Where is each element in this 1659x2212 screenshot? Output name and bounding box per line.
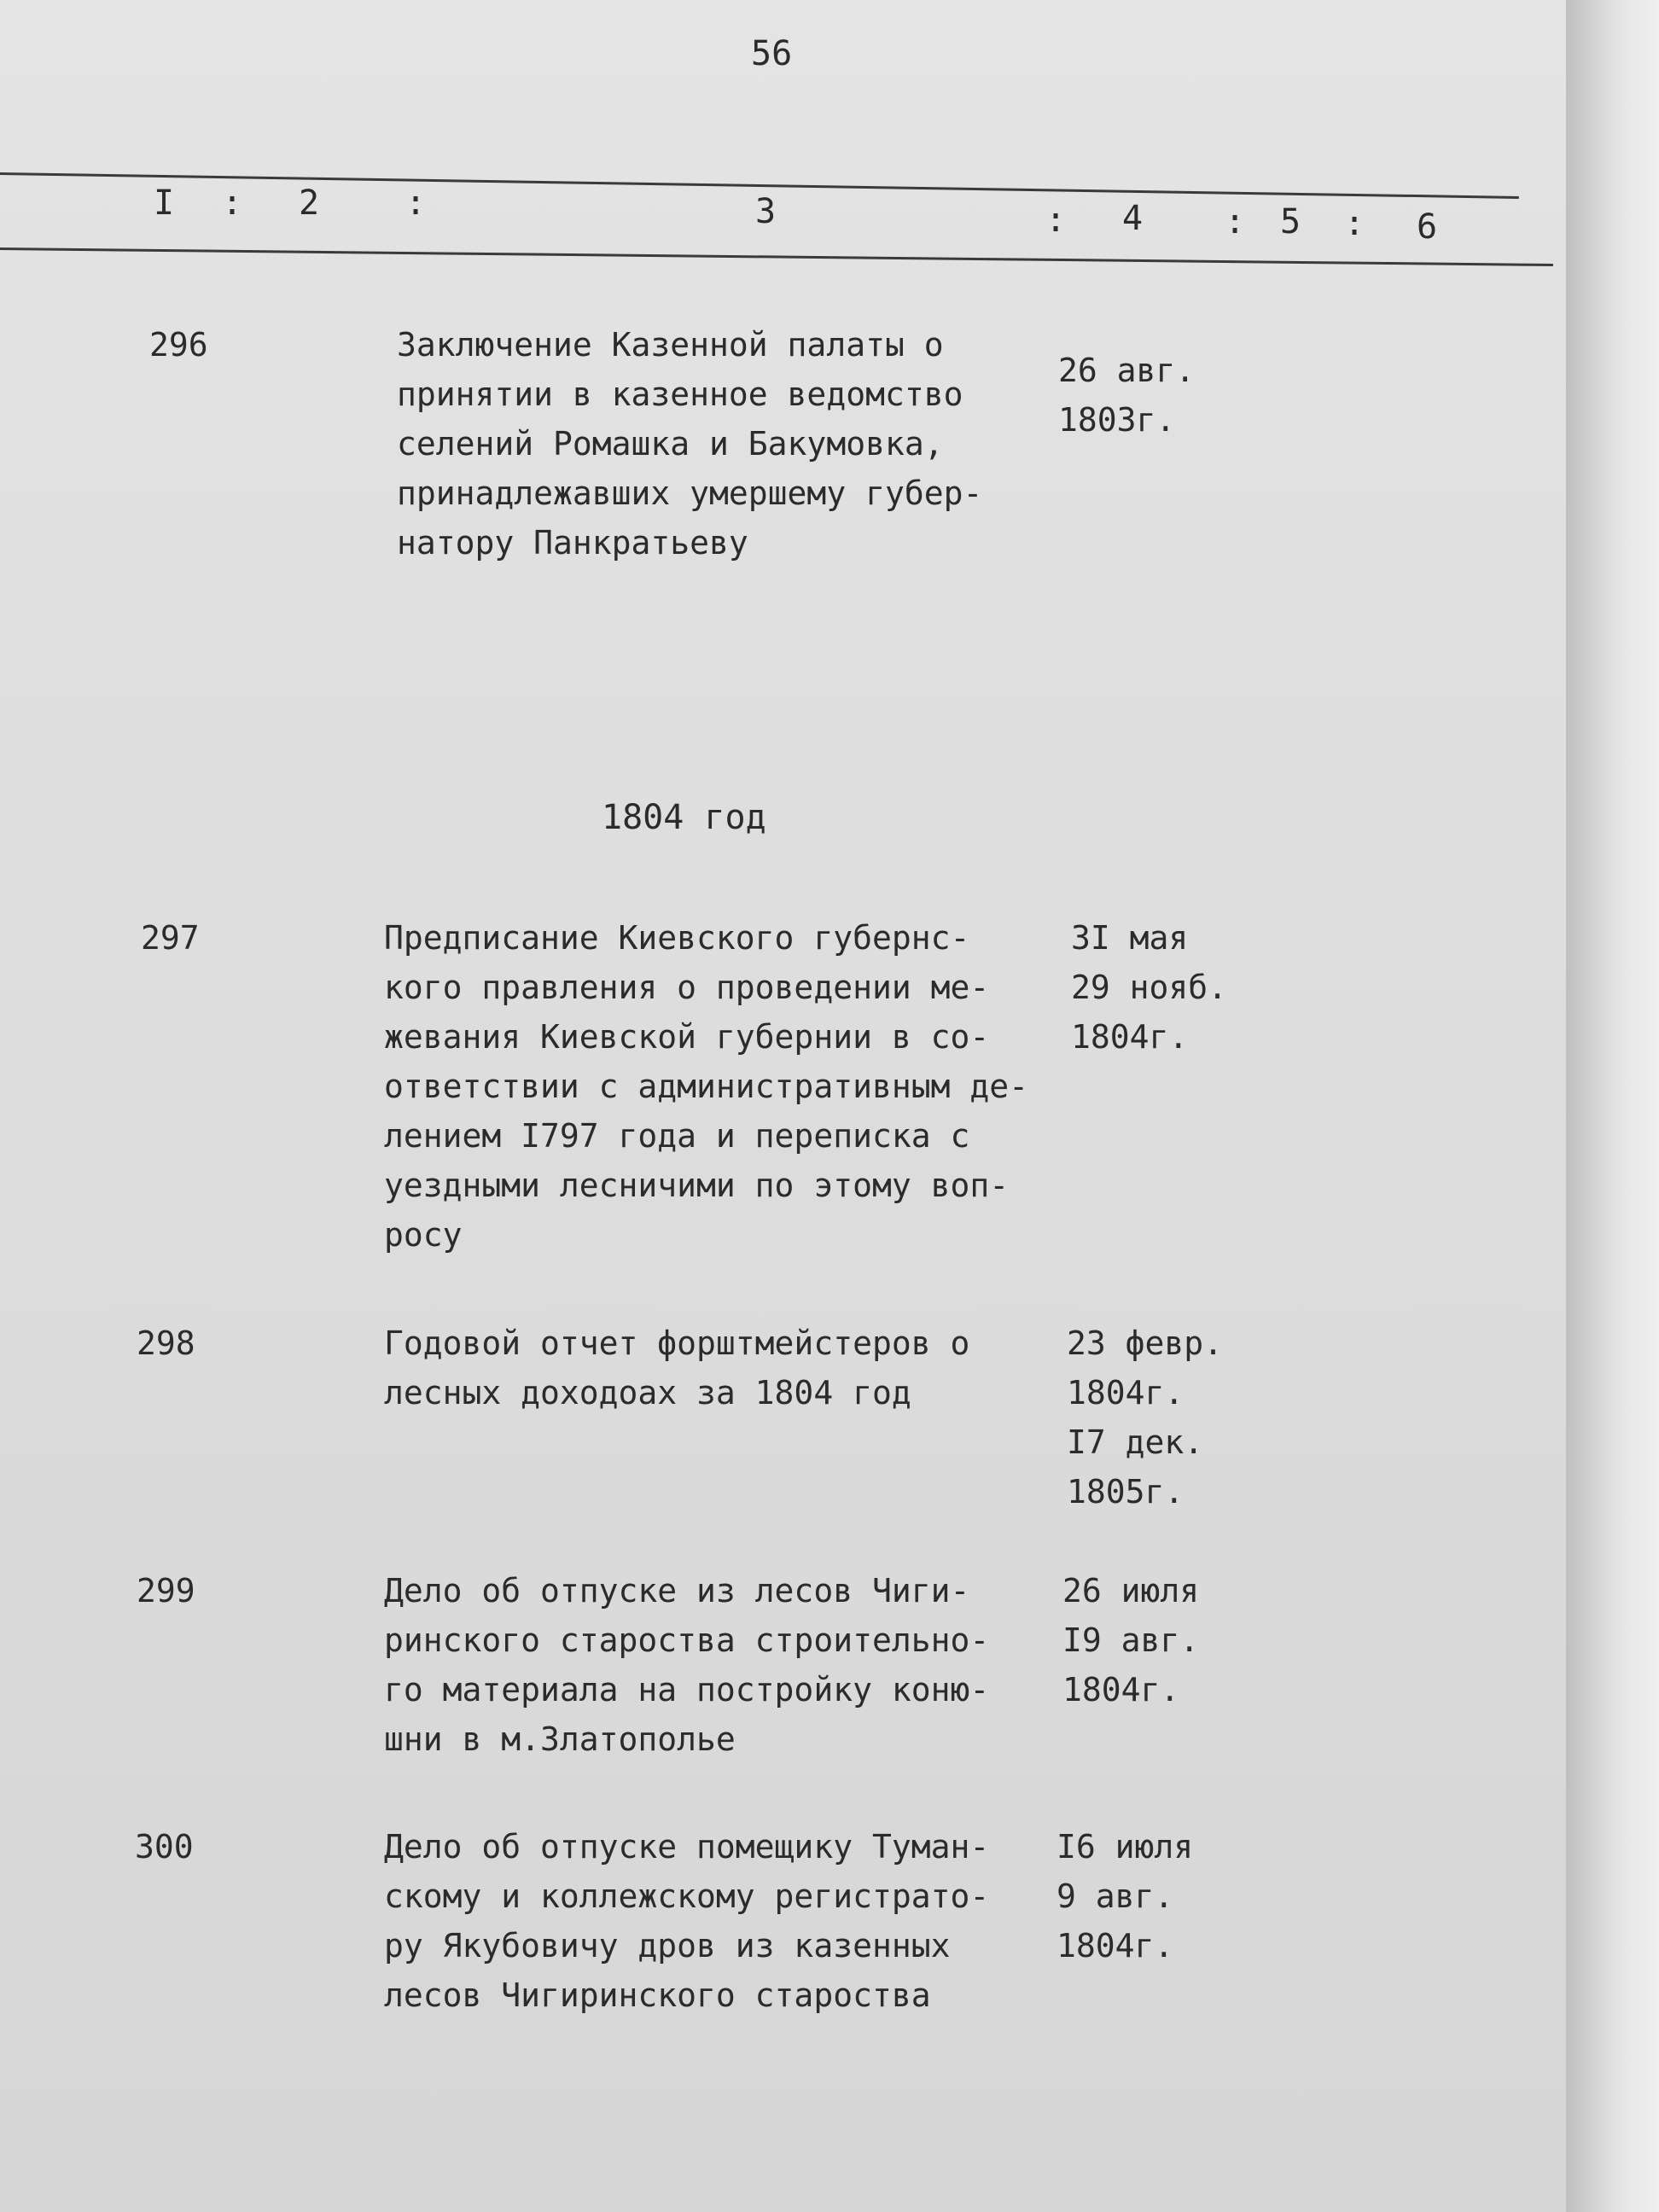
entry-dates: 26 авг. 1803г. [1058,352,1196,439]
column-header-4: 4 [1122,199,1144,238]
entry-description: Заключение Казенной палаты о принятии в казенное ведомство селений Ромашка и Бакумовка, принадлежавших умершему губер- натору Панкратьеву [397,326,983,562]
column-header-3: 3 [755,192,777,231]
year-heading: 1804 год [602,798,766,837]
column-separator: : [1344,204,1365,243]
column-header-2: 2 [299,183,320,223]
entry-number: 296 [149,326,208,364]
column-header-6: 6 [1417,207,1438,247]
entry-number: 298 [137,1324,195,1362]
column-header-row [0,183,1519,247]
page-edge-shadow [1566,0,1659,2212]
entry-description: Предписание Киевского губернс- кого правления о проведении ме- жевания Киевской губернии в со- ответствии с административным де- лением I797 года и переписка с уездными лесничими по этому воп- росу [384,919,1028,1254]
column-header-5: 5 [1280,202,1301,242]
entry-number: 297 [141,919,200,957]
entry-description: Дело об отпуске помещику Туман- скому и коллежскому регистрато- ру Якубовичу дров из казенных лесов Чигиринского староства [384,1828,990,2014]
page-number: 56 [751,34,793,73]
entry-dates: 3I мая 29 нояб. 1804г. [1071,919,1228,1056]
column-separator: : [222,183,243,223]
entry-number: 300 [135,1828,194,1866]
entry-number: 299 [137,1572,195,1610]
entry-description: Дело об отпуске из лесов Чиги- ринского староства строительно- го материала на постройку коню- шни в м.Златополье [384,1572,990,1758]
column-separator: : [405,183,427,223]
column-header-1: I [154,183,175,223]
entry-dates: 26 июля I9 авг. 1804г. [1062,1572,1200,1708]
column-separator: : [1225,202,1246,242]
entry-dates: I6 июля 9 авг. 1804г. [1057,1828,1194,1965]
entry-description: Годовой отчет форштмейстеров о лесных доходоах за 1804 год [384,1324,970,1412]
column-separator: : [1045,201,1067,240]
entry-dates: 23 февр. 1804г. I7 дек. 1805г. [1067,1324,1224,1511]
